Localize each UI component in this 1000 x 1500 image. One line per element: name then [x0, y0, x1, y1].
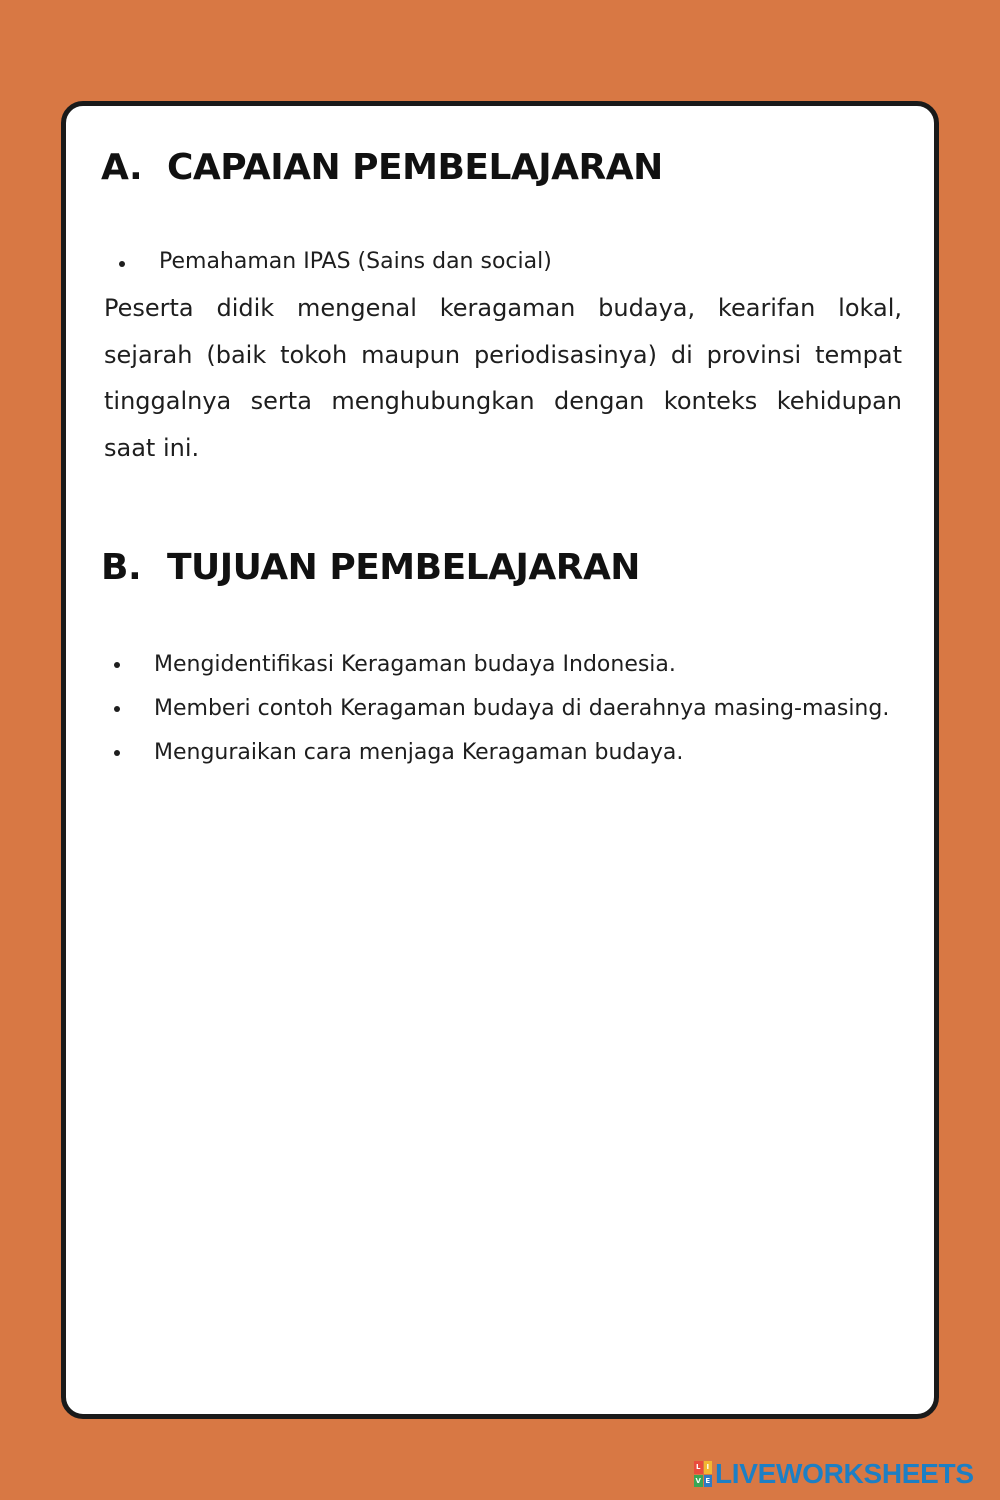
list-item: Menguraikan cara menjaga Keragaman budaya.	[114, 731, 904, 775]
liveworksheets-logo-icon	[694, 1461, 712, 1487]
logo-tile-e: E	[704, 1475, 713, 1488]
section-a-letter: A.	[101, 147, 143, 188]
list-item: Pemahaman IPAS (Sains dan social)	[119, 244, 552, 280]
section-b-letter: B.	[101, 547, 142, 588]
list-item: Mengidentifikasi Keragaman budaya Indonesia.	[114, 643, 904, 687]
brand-name: LIVEWORKSHEETS	[715, 1458, 974, 1489]
logo-tile-i: I	[704, 1461, 713, 1474]
logo-tile-v: V	[694, 1475, 703, 1488]
content-card	[61, 101, 939, 1419]
section-a-title: CAPAIAN PEMBELAJARAN	[167, 147, 663, 188]
liveworksheets-brand[interactable]	[694, 1459, 974, 1489]
section-a-heading	[101, 147, 663, 188]
section-b-list	[114, 643, 904, 775]
section-b-heading	[101, 547, 640, 588]
list-item: Memberi contoh Keragaman budaya di daerahnya masing-masing.	[114, 687, 904, 731]
section-b-title: TUJUAN PEMBELAJARAN	[167, 547, 640, 588]
logo-tile-l: L	[694, 1461, 703, 1474]
section-a-paragraph: Peserta didik mengenal keragaman budaya, kearifan lokal, sejarah (baik tokoh maupun periodisasinya) di provinsi tempat tinggalnya serta menghubungkan dengan konteks kehidupan saat ini.	[104, 294, 902, 462]
section-a-list	[119, 244, 552, 280]
